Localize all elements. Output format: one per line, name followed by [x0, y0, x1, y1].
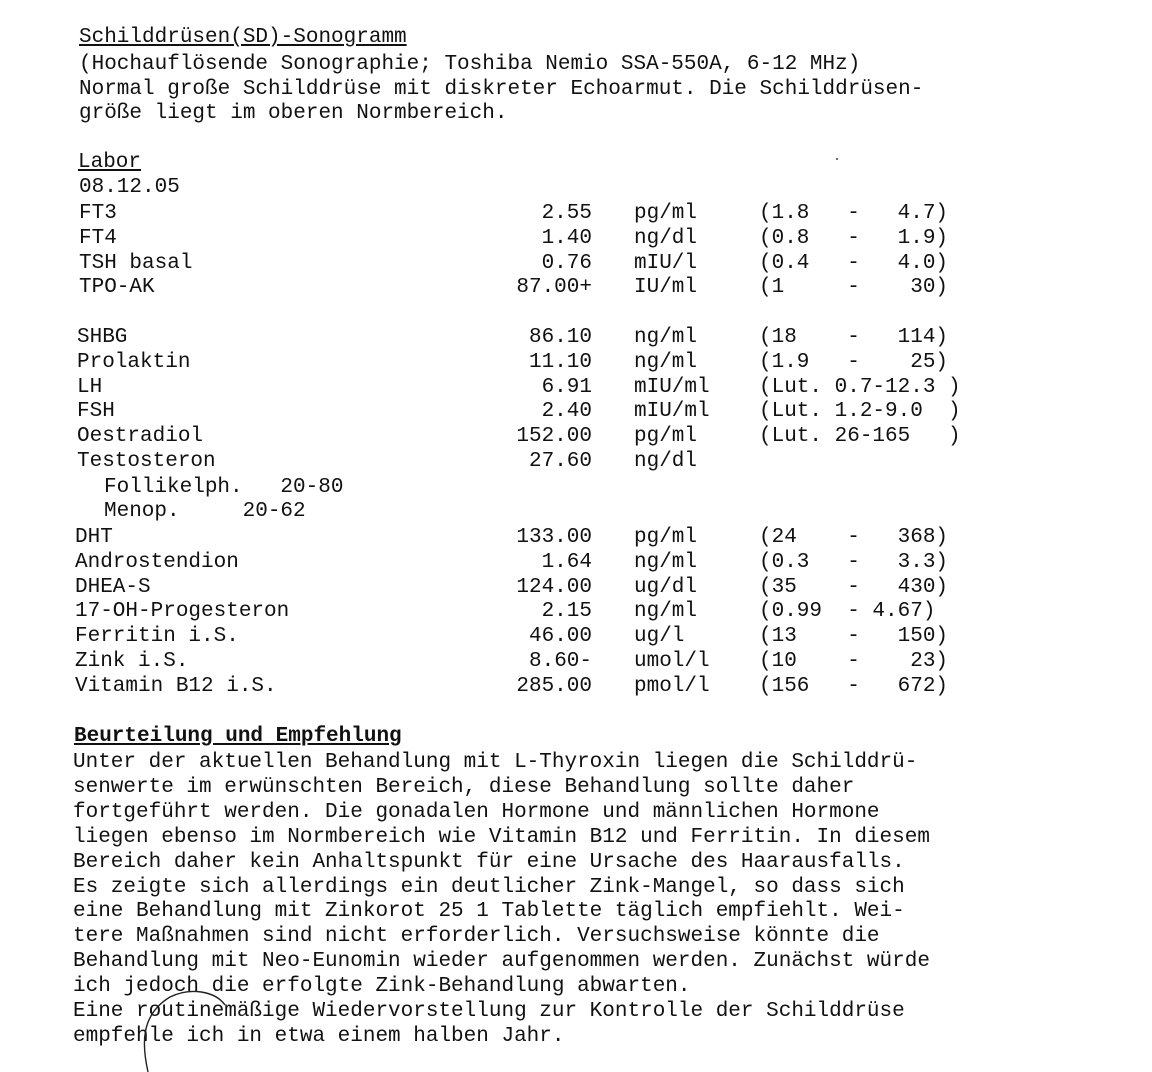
- lab-row-unit: ng/ml: [634, 550, 698, 574]
- lab-row-value: 6.91: [541, 375, 592, 399]
- lab-row-name: Ferritin i.S.: [75, 625, 239, 649]
- lab-row-value: 133.00: [516, 526, 592, 549]
- assessment-line: Eine routinemäßige Wiedervorstellung zur Kontrolle der Schilddrüse: [73, 1000, 905, 1023]
- lab-row-unit: ug/dl: [634, 575, 698, 599]
- assessment-line: eine Behandlung mit Zinkorot 25 1 Tablette täglich empfiehlt. Wei-: [73, 900, 905, 924]
- lab-row-name: FSH: [77, 400, 115, 424]
- assessment-line: Es zeigte sich allerdings ein deutlicher Zink-Mangel, so dass sich: [73, 875, 905, 899]
- lab-row-range: (0.4 - 4.0): [759, 251, 949, 275]
- lab-row-unit: pg/ml: [634, 526, 698, 549]
- lab-row-unit: mIU/l: [634, 251, 698, 275]
- lab-row-range: (Lut. 1.2-9.0 ): [759, 400, 961, 424]
- scan-speck: [836, 158, 838, 160]
- lab-row-unit: ng/dl: [634, 226, 698, 250]
- testosterone-ref-menopause: Menop. 20-62: [104, 500, 306, 523]
- lab-row-value: 285.00: [516, 674, 592, 698]
- lab-row-value: 27.60: [528, 450, 592, 473]
- lab-row-unit: mIU/ml: [634, 400, 710, 424]
- lab-row-name: 17-OH-Progesteron: [75, 600, 290, 624]
- lab-row-range: (Lut. 0.7-12.3 ): [759, 375, 961, 399]
- lab-row-range: (1 - 30): [759, 276, 949, 300]
- lab-row-range: (156 - 672): [759, 674, 949, 698]
- lab-row-name: SHBG: [77, 326, 128, 349]
- lab-row-value: 1.64: [541, 550, 592, 574]
- lab-row-range: (18 - 114): [759, 326, 949, 349]
- lab-row-range: (0.8 - 1.9): [759, 226, 949, 250]
- lab-row-name: Androstendion: [75, 550, 239, 574]
- lab-row-name: Oestradiol: [77, 425, 204, 449]
- lab-row-range: (0.3 - 3.3): [759, 550, 949, 574]
- lab-row-name: Vitamin B12 i.S.: [75, 674, 277, 698]
- lab-row-range: (35 - 430): [759, 575, 949, 599]
- assessment-line: Unter der aktuellen Behandlung mit L-Thyroxin liegen die Schilddrü-: [73, 751, 918, 774]
- lab-row-unit: pmol/l: [634, 674, 710, 698]
- lab-row-range: (24 - 368): [759, 526, 949, 549]
- lab-row-name: Testosteron: [77, 450, 216, 473]
- assessment-line: senwerte im erwünschten Bereich, diese Behandlung sollte daher: [73, 775, 855, 799]
- assessment-line: tere Maßnahmen sind nicht erforderlich. Versuchsweise könnte die: [73, 925, 880, 949]
- lab-row-name: TSH basal: [79, 251, 193, 275]
- lab-row-range: (1.8 - 4.7): [759, 202, 949, 225]
- assessment-line: ich jedoch die erfolgte Zink-Behandlung abwarten.: [73, 975, 691, 999]
- lab-row-value: 1.40: [541, 226, 592, 250]
- lab-row-value: 2.55: [541, 202, 592, 225]
- lab-row-value: 87.00+: [516, 276, 592, 300]
- lab-row-name: Zink i.S.: [75, 650, 189, 673]
- lab-row-name: TPO-AK: [79, 276, 155, 300]
- assessment-line: Behandlung mit Neo-Eunomin wieder aufgenommen werden. Zunächst würde: [73, 950, 930, 974]
- labor-date: 08.12.05: [79, 176, 180, 199]
- lab-row-value: 2.40: [541, 400, 592, 424]
- lab-row-name: DHEA-S: [75, 575, 151, 599]
- lab-row-range: (1.9 - 25): [759, 350, 949, 374]
- lab-row-value: 2.15: [541, 600, 592, 624]
- sonogram-line: Normal große Schilddrüse mit diskreter Echoarmut. Die Schilddrüsen-: [79, 78, 924, 101]
- lab-row-value: 46.00: [528, 625, 592, 649]
- lab-row-range: (10 - 23): [759, 650, 949, 673]
- lab-row-name: FT3: [79, 202, 117, 225]
- lab-row-value: 86.10: [528, 326, 592, 349]
- lab-row-value: 124.00: [516, 575, 592, 599]
- lab-row-unit: ng/ml: [634, 350, 698, 374]
- labor-heading: Labor: [78, 151, 142, 174]
- lab-row-name: FT4: [79, 226, 117, 250]
- assessment-line: liegen ebenso im Normbereich wie Vitamin B12 und Ferritin. In diesem: [73, 825, 930, 849]
- assessment-line: Bereich daher kein Anhaltspunkt für eine Ursache des Haarausfalls.: [73, 850, 905, 874]
- lab-row-unit: ng/ml: [634, 326, 698, 349]
- lab-row-unit: ug/l: [634, 625, 685, 649]
- lab-row-unit: pg/ml: [634, 202, 698, 225]
- lab-row-unit: pg/ml: [634, 425, 698, 449]
- lab-row-range: (Lut. 26-165 ): [759, 425, 961, 449]
- lab-row-range: (13 - 150): [759, 625, 949, 649]
- assessment-heading: Beurteilung und Empfehlung: [74, 725, 402, 748]
- lab-row-value: 0.76: [541, 251, 592, 275]
- lab-row-value: 152.00: [516, 425, 592, 449]
- lab-row-range: (0.99 - 4.67): [759, 600, 936, 624]
- lab-row-unit: umol/l: [634, 650, 710, 673]
- lab-row-name: Prolaktin: [77, 350, 191, 374]
- lab-row-unit: mIU/ml: [634, 375, 710, 399]
- assessment-line: fortgeführt werden. Die gonadalen Hormone und männlichen Hormone: [73, 800, 880, 824]
- lab-row-unit: ng/ml: [634, 600, 698, 624]
- lab-row-unit: ng/dl: [634, 450, 698, 473]
- sonogram-line: größe liegt im oberen Normbereich.: [79, 102, 508, 125]
- lab-row-unit: IU/ml: [634, 276, 698, 300]
- lab-row-name: DHT: [75, 526, 113, 549]
- sonogram-heading: Schilddrüsen(SD)-Sonogramm: [79, 26, 407, 49]
- assessment-line: empfehle ich in etwa einem halben Jahr.: [73, 1024, 565, 1048]
- testosterone-ref-follicular: Follikelph. 20-80: [104, 476, 344, 499]
- lab-row-value: 11.10: [528, 350, 592, 374]
- sonogram-line: (Hochauflösende Sonographie; Toshiba Nemio SSA-550A, 6-12 MHz): [79, 53, 861, 76]
- lab-row-value: 8.60-: [528, 650, 592, 673]
- lab-row-name: LH: [77, 375, 103, 399]
